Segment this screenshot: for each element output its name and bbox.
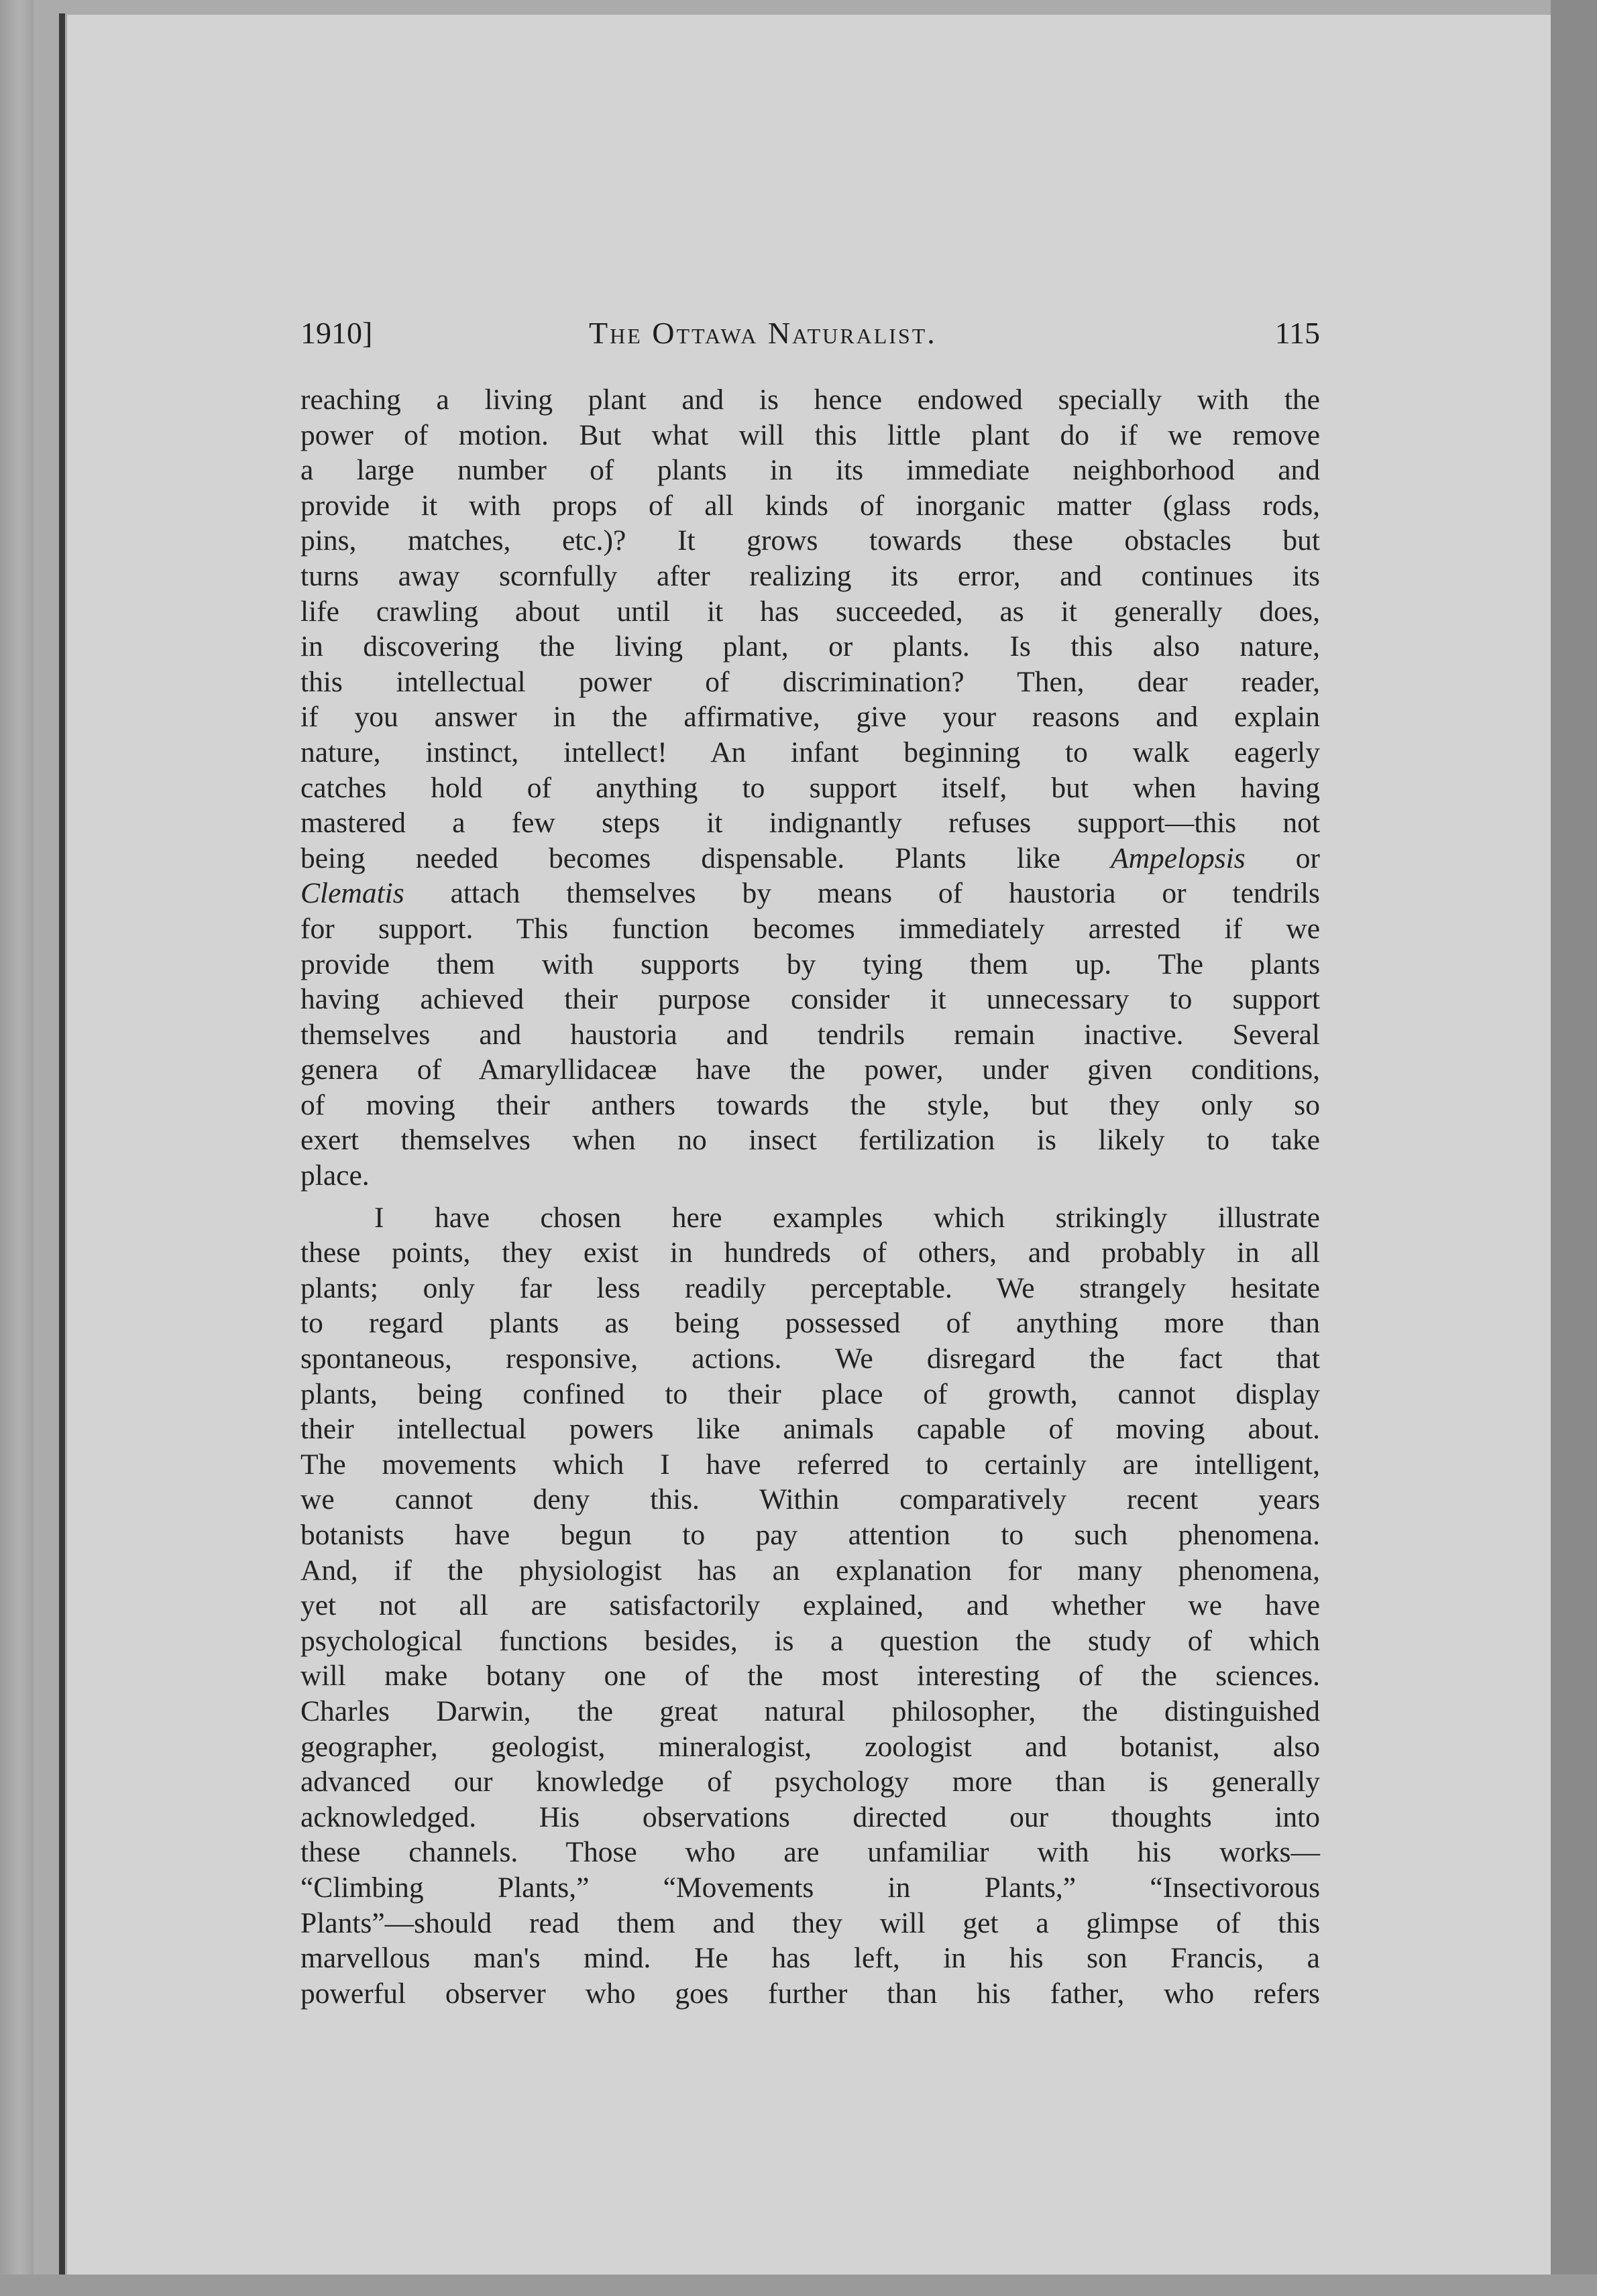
text-line: nature, instinct, intellect! An infant beginning to walk eagerly [300,736,1320,768]
text-line: provide it with props of all kinds of inorganic matter (glass rods, [300,489,1320,522]
text-line: for support. This function becomes immediately arrested if we [300,912,1320,945]
text-line: themselves and haustoria and tendrils remain inactive. Several [300,1018,1320,1051]
text-line: these channels. Those who are unfamiliar with his works— [300,1836,1320,1869]
text-line: place. [300,1159,370,1192]
text-line: Plants”—should read them and they will get a glimpse of this [300,1906,1320,1939]
text-line: marvellous man's mind. He has left, in his son Francis, a [300,1942,1320,1975]
text-line: of moving their anthers towards the style, but they only so [300,1088,1320,1121]
text-line-ampelopsis [300,841,1320,876]
text-line: a large number of plants in its immediate neighborhood and [300,454,1320,487]
italic-genus-clematis: Clematis [300,877,404,910]
text-line: we cannot deny this. Within comparatively recent years [300,1483,1320,1516]
page-body [300,382,1320,2011]
text-segment: or [1245,842,1320,874]
text-line: plants, being confined to their place of growth, cannot display [300,1377,1320,1410]
text-line: in discovering the living plant, or plants. Is this also nature, [300,630,1320,663]
text-line: And, if the physiologist has an explanation for many phenomena, [300,1554,1320,1587]
text-line: “Climbing Plants,” “Movements in Plants,” “Insectivorous [300,1871,1320,1904]
text-line: to regard plants as being possessed of anything more than [300,1307,1320,1340]
scan-bottom-edge [0,2275,1597,2296]
text-line: The movements which I have referred to certainly are intelligent, [300,1448,1320,1481]
text-line: these points, they exist in hundreds of others, and probably in all [300,1237,1320,1269]
text-line: life crawling about until it has succeeded, as it generally does, [300,595,1320,628]
header-year: 1910] [300,316,373,350]
text-line: if you answer in the affirmative, give your reasons and explain [300,701,1320,734]
text-line: powerful observer who goes further than his father, who refers [300,1977,1320,2010]
text-line: provide them with supports by tying them up. The plants [300,948,1320,980]
running-header [300,315,1320,362]
text-line: pins, matches, etc.)? It grows towards these obstacles but [300,524,1320,557]
text-line: this intellectual power of discrimination? Then, dear reader, [300,665,1320,698]
text-line: yet not all are satisfactorily explained, and whether we have [300,1589,1320,1622]
text-line: will make botany one of the most interesting of the sciences. [300,1660,1320,1692]
text-line-clematis [300,876,1320,911]
text-line: turns away scornfully after realizing its error, and continues its [300,559,1320,592]
paragraph-1 [300,382,1320,1194]
paragraph-2 [300,1200,1320,2012]
text-line: catches hold of anything to support itself, but when having [300,771,1320,804]
text-segment: being needed becomes dispensable. Plants like [300,842,1111,874]
binding-edge [59,13,65,2287]
italic-genus-ampelopsis: Ampelopsis [1111,842,1246,874]
text-line: plants; only far less readily perceptable. We strangely hesitate [300,1271,1320,1304]
header-journal-title: The Ottawa Naturalist. [589,316,937,350]
text-line: exert themselves when no insect fertilization is likely to take [300,1124,1320,1157]
text-line: genera of Amaryllidaceæ have the power, under given conditions, [300,1053,1320,1086]
scan-right-edge [1551,0,1597,2296]
text-line: reaching a living plant and is hence endowed specially with the [300,384,1320,416]
text-line: Charles Darwin, the great natural philosopher, the distinguished [300,1695,1320,1727]
text-line: advanced our knowledge of psychology more than is generally [300,1766,1320,1798]
text-line: I have chosen here examples which strikingly illustrate [374,1201,1320,1234]
text-line: acknowledged. His observations directed our thoughts into [300,1800,1320,1833]
text-line: having achieved their purpose consider it unnecessary to support [300,983,1320,1016]
text-line: power of motion. But what will this little plant do if we remove [300,418,1320,451]
text-segment: attach themselves by means of haustoria or tendrils [404,877,1320,910]
text-line: botanists have begun to pay attention to such phenomena. [300,1519,1320,1551]
page-number: 115 [1274,316,1320,350]
scan-left-edge [0,0,34,2296]
text-line: spontaneous, responsive, actions. We disregard the fact that [300,1342,1320,1375]
text-line: geographer, geologist, mineralogist, zoologist and botanist, also [300,1730,1320,1763]
text-line: mastered a few steps it indignantly refuses support—this not [300,807,1320,840]
text-line: psychological functions besides, is a question the study of which [300,1624,1320,1657]
text-line: their intellectual powers like animals capable of moving about. [300,1413,1320,1446]
